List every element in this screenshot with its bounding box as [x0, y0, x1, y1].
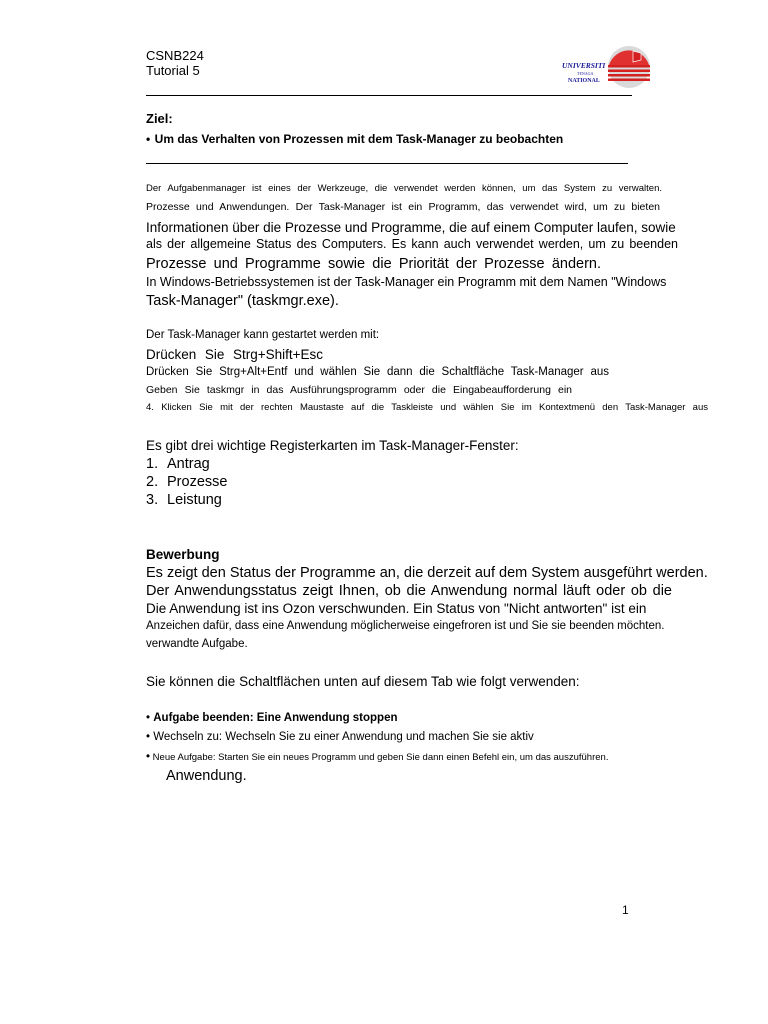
start-line-1: Drücken Sie Strg+Shift+Esc: [146, 347, 323, 362]
intro-line-1: Der Aufgabenmanager ist eines der Werkzeuge, die verwendet werden können, um das System zu verwalten.: [146, 183, 662, 194]
button-item-text: Aufgabe beenden: Eine Anwendung stoppen: [153, 712, 398, 724]
tabs-heading: Es gibt drei wichtige Registerkarten im Task-Manager-Fenster:: [146, 438, 519, 453]
application-line-3: Die Anwendung ist ins Ozon verschwunden. Ein Status von "Nicht antworten" ist ein: [146, 601, 647, 616]
intro-line-4: als der allgemeine Status des Computers. Es kann auch verwendet werden, um zu beenden: [146, 237, 678, 251]
application-line-4: Anzeichen dafür, dass eine Anwendung möglicherweise eingefroren ist und Sie sie beenden möchten.: [146, 620, 665, 632]
logo-text-line3: NATIONAL: [568, 78, 600, 84]
page-number: 1: [622, 903, 629, 917]
intro-line-7: Task-Manager" (taskmgr.exe).: [146, 293, 339, 309]
application-line-2: Der Anwendungsstatus zeigt Ihnen, ob die Anwendung normal läuft oder ob die: [146, 583, 672, 599]
application-line-5: verwandte Aufgabe.: [146, 638, 248, 650]
tab-number: 3.: [146, 492, 159, 508]
button-item-text: Neue Aufgabe: Starten Sie ein neues Programm und geben Sie dann einen Befehl ein, um das auszuführen.: [152, 752, 609, 763]
goal-bullet: [146, 130, 563, 148]
button-item-switch-to: [146, 731, 534, 743]
bullet-dot-icon: •: [146, 132, 151, 146]
tab-number: 2.: [146, 474, 159, 490]
goal-heading: Ziel:: [146, 111, 173, 126]
button-item-new-task: [146, 751, 608, 763]
tab-number: 1.: [146, 456, 159, 472]
start-line-3: Geben Sie taskmgr in das Ausführungsprogramm oder die Eingabeaufforderung ein: [146, 384, 572, 396]
tab-label: Antrag: [167, 456, 210, 472]
bullet-dot-icon: •: [146, 712, 151, 724]
goal-text: Um das Verhalten von Prozessen mit dem Task-Manager zu beobachten: [154, 132, 564, 146]
start-heading: Der Task-Manager kann gestartet werden mit:: [146, 329, 380, 341]
button-item-continuation: Anwendung.: [166, 768, 247, 784]
tab-item-leistung: [146, 492, 222, 508]
logo-text-line1: UNIVERSITI: [562, 61, 606, 70]
application-line-1: Es zeigt den Status der Programme an, die derzeit auf dem System ausgeführt werden.: [146, 565, 708, 581]
tab-label: Leistung: [167, 492, 222, 508]
bullet-dot-icon: •: [146, 731, 151, 743]
tutorial-label: Tutorial 5: [146, 63, 200, 78]
intro-line-2: Prozesse und Anwendungen. Der Task-Manager ist ein Programm, das verwendet wird, um zu bieten: [146, 201, 660, 213]
application-heading: Bewerbung: [146, 547, 220, 562]
tab-item-prozesse: [146, 474, 228, 490]
start-line-4: 4. Klicken Sie mit der rechten Maustaste auf die Taskleiste und wählen Sie im Kontextmenü den Task-Manager aus: [146, 402, 708, 413]
bullet-dot-icon: •: [146, 751, 151, 763]
course-code: CSNB224: [146, 48, 204, 63]
intro-line-3: Informationen über die Prozesse und Programme, die auf einem Computer laufen, sowie: [146, 220, 676, 235]
tab-item-antrag: [146, 456, 210, 472]
university-logo: [559, 43, 651, 91]
intro-line-6: In Windows-Betriebssystemen ist der Task-Manager ein Programm mit dem Namen "Windows: [146, 275, 667, 289]
start-line-2: Drücken Sie Strg+Alt+Entf und wählen Sie dann die Schaltfläche Task-Manager aus: [146, 366, 609, 378]
button-item-text: Wechseln zu: Wechseln Sie zu einer Anwendung und machen Sie sie aktiv: [153, 731, 534, 743]
header-divider: [146, 95, 632, 96]
tab-label: Prozesse: [167, 474, 228, 490]
logo-text-line2: TENAGA: [577, 71, 594, 76]
buttons-intro: Sie können die Schaltflächen unten auf diesem Tab wie folgt verwenden:: [146, 674, 580, 689]
goal-divider: [146, 163, 628, 164]
button-item-end-task: [146, 712, 398, 724]
intro-line-5: Prozesse und Programme sowie die Priorität der Prozesse ändern.: [146, 256, 601, 272]
